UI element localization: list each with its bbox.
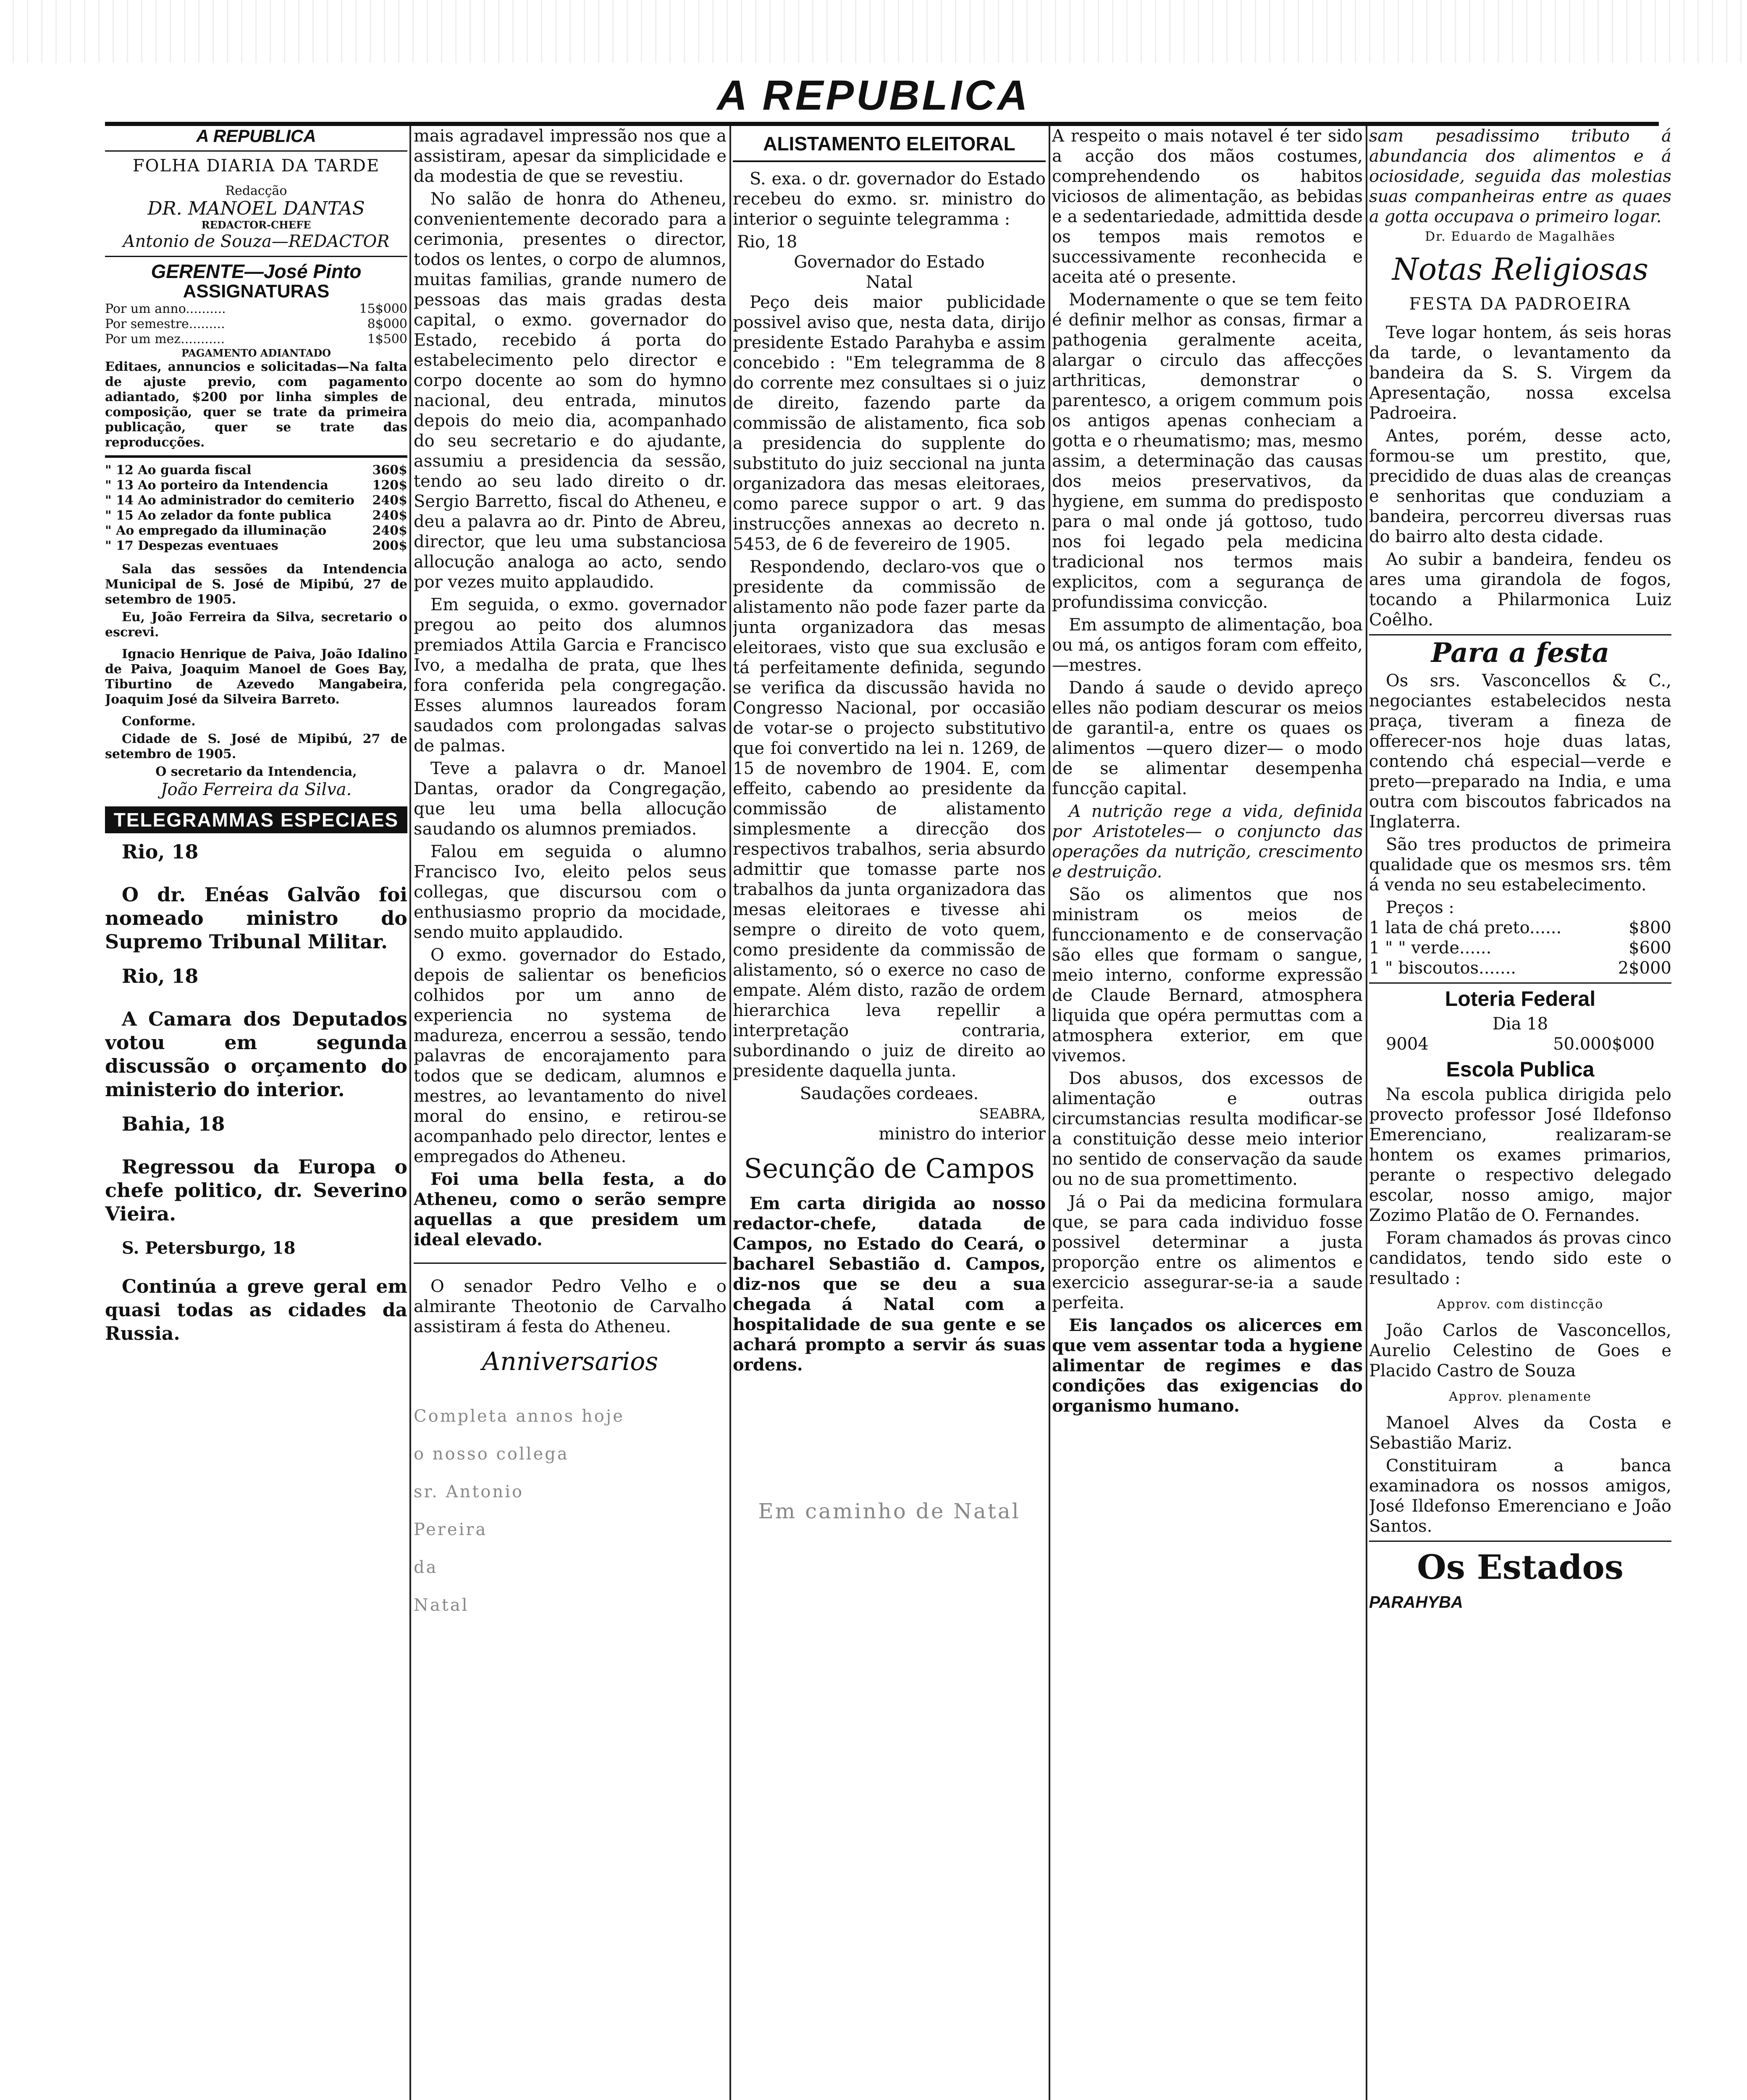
paragraph: Antes, porém, desse acto, formou-se um prestito, que, precidido de duas alas de creanças e senhoritas que conduziam a bandeira, percorreu diversas ruas do bairro alto desta cidade.	[1369, 426, 1671, 546]
paragraph: Constituiram a banca examinadora os nossos amigos, José Ildefonso Emerenciano e João Santos.	[1369, 1456, 1671, 1536]
column-rule	[729, 126, 731, 2100]
faded-line: Em caminho de Natal	[758, 1499, 1020, 1523]
paragraph: Em seguida, o exmo. governador pregou ao peito dos alumnos premiados Attila Garcia e Francisco Ivo, a medalha de prata, que lhes fora conferida pela congregação. Esses alumnos laureados foram saudados com prolongadas salvas de palmas.	[414, 595, 727, 756]
telegram-dest: Governador do Estado	[794, 252, 985, 272]
price-row: Por um mez........... 1$500	[105, 332, 407, 346]
assignaturas-heading: ASSIGNATURAS	[183, 281, 330, 302]
alistamento-heading: ALISTAMENTO ELEITORAL	[733, 130, 1046, 162]
budget-row: " Ao empregado da illuminação 240$	[105, 523, 407, 538]
signers: Ignacio Henrique de Paiva, João Idalino de Paiva, Joaquim Manoel de Goes Bay, Tiburtino de Azevedo Mangabeira, Joaquim José da Silveira Barreto.	[105, 647, 407, 707]
paragraph: São tres productos de primeira qualidade que os mesmos srs. têm á venda no seu estabelecimento.	[1369, 835, 1671, 895]
telegram-3: Regressou da Europa o chefe politico, dr. Severino Vieira.	[105, 1155, 407, 1225]
paragraph: Foi uma bella festa, a do Atheneu, como o serão sempre aquellas a que presidem um ideal elevado.	[414, 1169, 727, 1250]
masthead-rule	[105, 122, 1659, 126]
paragraph: O exmo. governador do Estado, depois de salientar os beneficios colhidos por um anno de experiencia no systema de madureza, encerrou a sessão, tendo palavras de encorajamento para todos que se dedicam, alumnos e mestres, ao levantamento do nivel moral do ensino, e retirou-se acompanhado pelo director, lentes e empregados do Atheneu.	[414, 945, 727, 1166]
chief-role: REDACTOR-CHEFE	[201, 219, 311, 231]
signature: SEABRA,	[979, 1105, 1046, 1122]
parahyba-subhead: PARAHYBA	[1369, 1593, 1463, 1612]
column-5	[1369, 126, 1671, 2100]
column-4	[1052, 126, 1363, 2100]
signature-role: ministro do interior	[879, 1124, 1046, 1144]
paragraph: Dos abusos, dos excessos de alimentação e outras circumstancias resulta modificar-se a constituição desse meio interior no sentido de conservação da saude ou no de sua promettimento.	[1052, 1069, 1363, 1189]
paragraph: Teve a palavra o dr. Manoel Dantas, orador da Congregação, que leu uma bella allocução saudando os alumnos premiados.	[414, 759, 727, 839]
paragraph: Falou em seguida o alumno Francisco Ivo, eleito pelos seus collegas, que discursou com o enthusiasmo proprio da mocidade, sendo muito applaudido.	[414, 842, 727, 942]
paragraph: Manoel Alves da Costa e Sebastião Mariz.	[1369, 1413, 1671, 1453]
paragraph: Em assumpto de alimentação, boa ou má, os antigos foram com effeito,—mestres.	[1052, 615, 1363, 675]
budget-row: " 17 Despezas eventuaes 200$	[105, 538, 407, 553]
paragraph: mais agradavel impressão nos que a assistiram, apesar da simplicidade e da modestia de que se revestiu.	[414, 126, 727, 186]
payment-note: PAGAMENTO ADIANTADO	[181, 347, 331, 359]
column-rule	[1366, 126, 1367, 2100]
budget-row: " 15 Ao zelador da fonte publica 240$	[105, 508, 407, 523]
divider	[1369, 1541, 1671, 1542]
dateline: Rio, 18	[122, 965, 199, 987]
paragraph: São os alimentos que nos ministram os meios de funccionamento e de conservação são elles que formam o sangue, meio interno, conforme expressão de Claude Bernard, atmosphera liquida que opéra permuttas com a atmosphera exterior, em que vivemos.	[1052, 885, 1363, 1066]
para-festa-heading: Para a festa	[1431, 637, 1610, 669]
telegram-dest: Natal	[866, 273, 913, 292]
ad-notice: Editaes, annuncios e solicitadas—Na falta de ajuste previo, com pagamento adiantado, $200 por linha simples de composição, quer se trate da primeira publicação, quer se trate das reproducções.	[105, 360, 407, 450]
chief-editor: DR. MANOEL DANTAS	[147, 198, 365, 219]
faded-line: da	[414, 1558, 438, 1577]
paragraph: A respeito o mais notavel é ter sido a acção dos mãos costumes, comprehendendo os habitos viciosos de alimentação, as bebidas e a sedentariedade, admittida desde os tempos mais remotos e successivamente reconhecida e aceita até o presente.	[1052, 126, 1363, 287]
budget-row: " 12 Ao guarda fiscal 360$	[105, 463, 407, 478]
redactor: Antonio de Souza—REDACTOR	[123, 232, 390, 251]
os-estados-heading: Os Estados	[1417, 1547, 1624, 1587]
column-rule	[409, 126, 411, 2100]
telegram-4: Continúa a greve geral em quasi todas as cidades da Russia.	[105, 1276, 407, 1344]
price-row: Por um anno.......... 15$000	[105, 302, 407, 316]
price-row: Por semestre......... 8$000	[105, 317, 407, 331]
loteria-result: 9004 50.000$000	[1386, 1034, 1655, 1054]
divider	[1369, 634, 1671, 635]
paragraph: Os srs. Vasconcellos & C., negociantes estabelecidos nesta praça, tiveram a fineza de offerecer-nos hoje duas latas, contendo chá especial—verde e preto—preparado na India, e uma outra com biscoutos fabricados na Inglaterra.	[1369, 671, 1671, 832]
faded-line: o nosso collega	[414, 1444, 569, 1464]
festa-heading: FESTA DA PADROEIRA	[1409, 294, 1632, 314]
paper-subtitle: FOLHA DIARIA DA TARDE	[132, 156, 380, 176]
divider	[1369, 982, 1671, 984]
price-row: 1 lata de chá preto...... $800	[1369, 918, 1671, 937]
secretario-name: João Ferreira da Silva.	[160, 780, 352, 799]
loteria-date: Dia 18	[1492, 1014, 1548, 1034]
notas-religiosas-heading: Notas Religiosas	[1392, 252, 1649, 287]
greeting: Saudações cordeaes.	[800, 1084, 979, 1103]
paragraph: João Carlos de Vasconcellos, Aurelio Celestino de Goes e Placido Castro de Souza	[1369, 1321, 1671, 1381]
signature: Dr. Eduardo de Magalhães	[1425, 229, 1616, 244]
budget-row: " 13 Ao porteiro da Intendencia 120$	[105, 478, 407, 493]
divider	[105, 150, 407, 152]
aprov-plenamente: Approv. plenamente	[1448, 1389, 1592, 1404]
budget-row: " 14 Ao administrador do cemiterio 240$	[105, 493, 407, 508]
price-row: 1 " biscoutos....... 2$000	[1369, 958, 1671, 978]
eu-secretario: Eu, João Ferreira da Silva, secretario o escrevi.	[105, 610, 407, 640]
paragraph: Peço deis maior publicidade possivel aviso que, nesta data, dirijo presidente Estado Parahyba e assim concebido : "Em telegramma de 8 do corrente mez consultaes si o juiz de direito, fazendo parte da commissão de alistamento, fica sob a presidencia do supplente do substituto do juiz seccional na junta organizadora das mesas eleitoraes, como parece suppor o art. 9 das instrucções annexas ao decreto n. 5453, de 6 de fevereiro de 1905.	[733, 293, 1046, 554]
paragraph: No salão de honra do Atheneu, convenientemente decorado para a cerimonia, presentes o director, todos os lentes, o corpo de alumnos, muitas familias, grande numero de pessoas das mais gradas desta capital, o exmo. governador do Estado, recebido á porta do estabelecimento pelo director e corpo docente ao som do hymno nacional, deu entrada, minutos depois do meio dia, acompanhado do seu secretario e do ajudante, assumiu a presidencia da sessão, tendo ao seu lado direito o dr. Sergio Barretto, fiscal do Atheneu, e deu a palavra ao dr. Pinto de Abreu, director, que leu uma substanciosa allocução analoga ao acto, sendo por vezes muito applaudido.	[414, 189, 727, 592]
redaccao-label: Redacção	[225, 184, 287, 198]
loteria-heading: Loteria Federal	[1445, 987, 1596, 1011]
anniversarios-heading: Anniversarios	[482, 1347, 658, 1376]
faded-line: Pereira	[414, 1520, 488, 1539]
conforme: Conforme.	[122, 714, 196, 729]
gerente: GERENTE—José Pinto	[151, 260, 362, 282]
dateline: Bahia, 18	[122, 1113, 225, 1135]
paragraph: Ao subir a bandeira, fendeu os ares uma girandola de fogos, tocando a Philarmonica Luiz Coêlho.	[1369, 550, 1671, 630]
aprov-distincao: Approv. com distincção	[1437, 1297, 1604, 1312]
masthead: A REPUBLICA	[717, 72, 1030, 119]
dateline: Rio, 18	[122, 840, 199, 863]
escola-heading: Escola Publica	[1446, 1058, 1595, 1081]
paper-name: A REPUBLICA	[196, 126, 316, 146]
cidade-date: Cidade de S. José de Mipibú, 27 de setembro de 1905.	[105, 732, 407, 761]
paragraph: A nutrição rege a vida, definida por Aristoteles— o conjuncto das operações da nutrição, crescimento e destruição.	[1052, 802, 1363, 882]
telegram-1: O dr. Enéas Galvão foi nomeado ministro do Supremo Tribunal Militar.	[105, 883, 407, 953]
sala-sessoes: Sala das sessões da Intendencia Municipal de S. José de Mipibú, 27 de setembro de 1905.	[105, 562, 407, 607]
divider	[414, 1263, 727, 1264]
paragraph: Já o Pai da medicina formulara que, se para cada individuo fosse possivel determinar a justa proporção entre os alimentos e exercicio assegurar-se-ia a saude perfeita.	[1052, 1192, 1363, 1312]
telegrammas-heading: TELEGRAMMAS ESPECIAES	[105, 806, 407, 833]
paragraph: Eis lançados os alicerces em que vem assentar toda a hygiene alimentar de regimes e das condições das exigencias do organismo humano.	[1052, 1315, 1363, 1416]
scan-noise-top	[0, 0, 1747, 63]
faded-line: Natal	[414, 1596, 469, 1615]
dateline: S. Petersburgo, 18	[122, 1238, 296, 1258]
paragraph: Em carta dirigida ao nosso redactor-chefe, datada de Campos, no Estado do Ceará, o bacharel Sebastião d. Campos, diz-nos que se deu a sua chegada á Natal com a hospitalidade de sua gente e se achará prompto a servir ás suas ordens.	[733, 1194, 1046, 1375]
campos-heading: Secunção de Campos	[744, 1153, 1035, 1184]
divider	[105, 455, 407, 458]
column-2	[414, 126, 727, 2100]
column-3	[733, 126, 1046, 2100]
column-rule	[1049, 126, 1050, 2100]
paragraph: S. exa. o dr. governador do Estado recebeu do exmo. sr. ministro do interior o seguinte telegramma :	[733, 169, 1046, 229]
paragraph: Dando á saude o devido apreço elles não podiam descurar os meios de garantil-a, entre os quaes os alimentos —quero dizer— o modo de se alimentar desempenha funcção capital.	[1052, 678, 1363, 798]
dateline: Rio, 18	[737, 232, 797, 252]
telegram-2: A Camara dos Deputados votou em segunda discussão o orçamento do ministerio do interior.	[105, 1008, 407, 1101]
paragraph: sam pesadissimo tributo á abundancia dos alimentos e á ociosidade, seguida das molestias suas companheiras entre as quaes a gotta occupava o primeiro logar.	[1369, 126, 1671, 226]
column-1	[105, 126, 407, 2100]
faded-line: Completa annos hoje	[414, 1407, 624, 1426]
precos-label: Preços :	[1386, 898, 1454, 917]
paragraph: Foram chamados ás provas cinco candidatos, tendo sido este o resultado :	[1369, 1228, 1671, 1288]
secretario-label: O secretario da Intendencia,	[155, 764, 357, 779]
faded-line: sr. Antonio	[414, 1482, 524, 1502]
paragraph: Modernamente o que se tem feito é definir melhor as consas, firmar a pathogenia geralmente aceita, alargar o circulo das affecções arthriticas, demonstrar o parentesco, a origem commum pois os antigos apenas conheciam a gotta e o rheumatismo; mas, mesmo assim, a determinação das causas dos meios preservativos, da hygiene, em summa do predisposto para o mal onde já gottoso, tudo nos foi legado pela medicina tradicional nos termos mais explicitos, com a segurança de profundissima convicção.	[1052, 290, 1363, 612]
divider	[105, 256, 407, 257]
price-row: 1 " " verde...... $600	[1369, 938, 1671, 958]
paragraph: Teve logar hontem, ás seis horas da tarde, o levantamento da bandeira da S. S. Virgem da Apresentação, nossa excelsa Padroeira.	[1369, 323, 1671, 423]
paragraph: O senador Pedro Velho e o almirante Theotonio de Carvalho assistiram á festa do Atheneu.	[414, 1277, 727, 1336]
paragraph: Respondendo, declaro-vos que o presidente da commissão de alistamento não pode fazer parte da junta organizadora das mesas eleitoraes, visto que sua exclusão e tá perfeitamente definida, segundo se verifica da discussão havida no Congresso Nacional, por occasião de votar-se o projecto substitutivo que foi convertido na lei n. 1269, de 15 de novembro de 1904. E, com effeito, cabendo ao presidente da commissão de alistamento simplesmente a direcção dos respectivos trabalhos, seria absurdo admittir que tomasse parte nos trabalhos da junta organizadora das mesas eleitoraes e tivesse ahi sempre o direito de voto quem, como presidente da commissão de alistamento, só o exerce no caso de empate. Além disto, razão de ordem hierarchica leva repellir a interpretação contraria, subordinando o juiz de direito ao presidente daquella junta.	[733, 557, 1046, 1081]
paragraph: Na escola publica dirigida pelo provecto professor José Ildefonso Emerenciano, realizaram-se hontem os exames primarios, perante o respectivo delegado escolar, nosso amigo, major Zozimo Platão de O. Fernandes.	[1369, 1085, 1671, 1225]
